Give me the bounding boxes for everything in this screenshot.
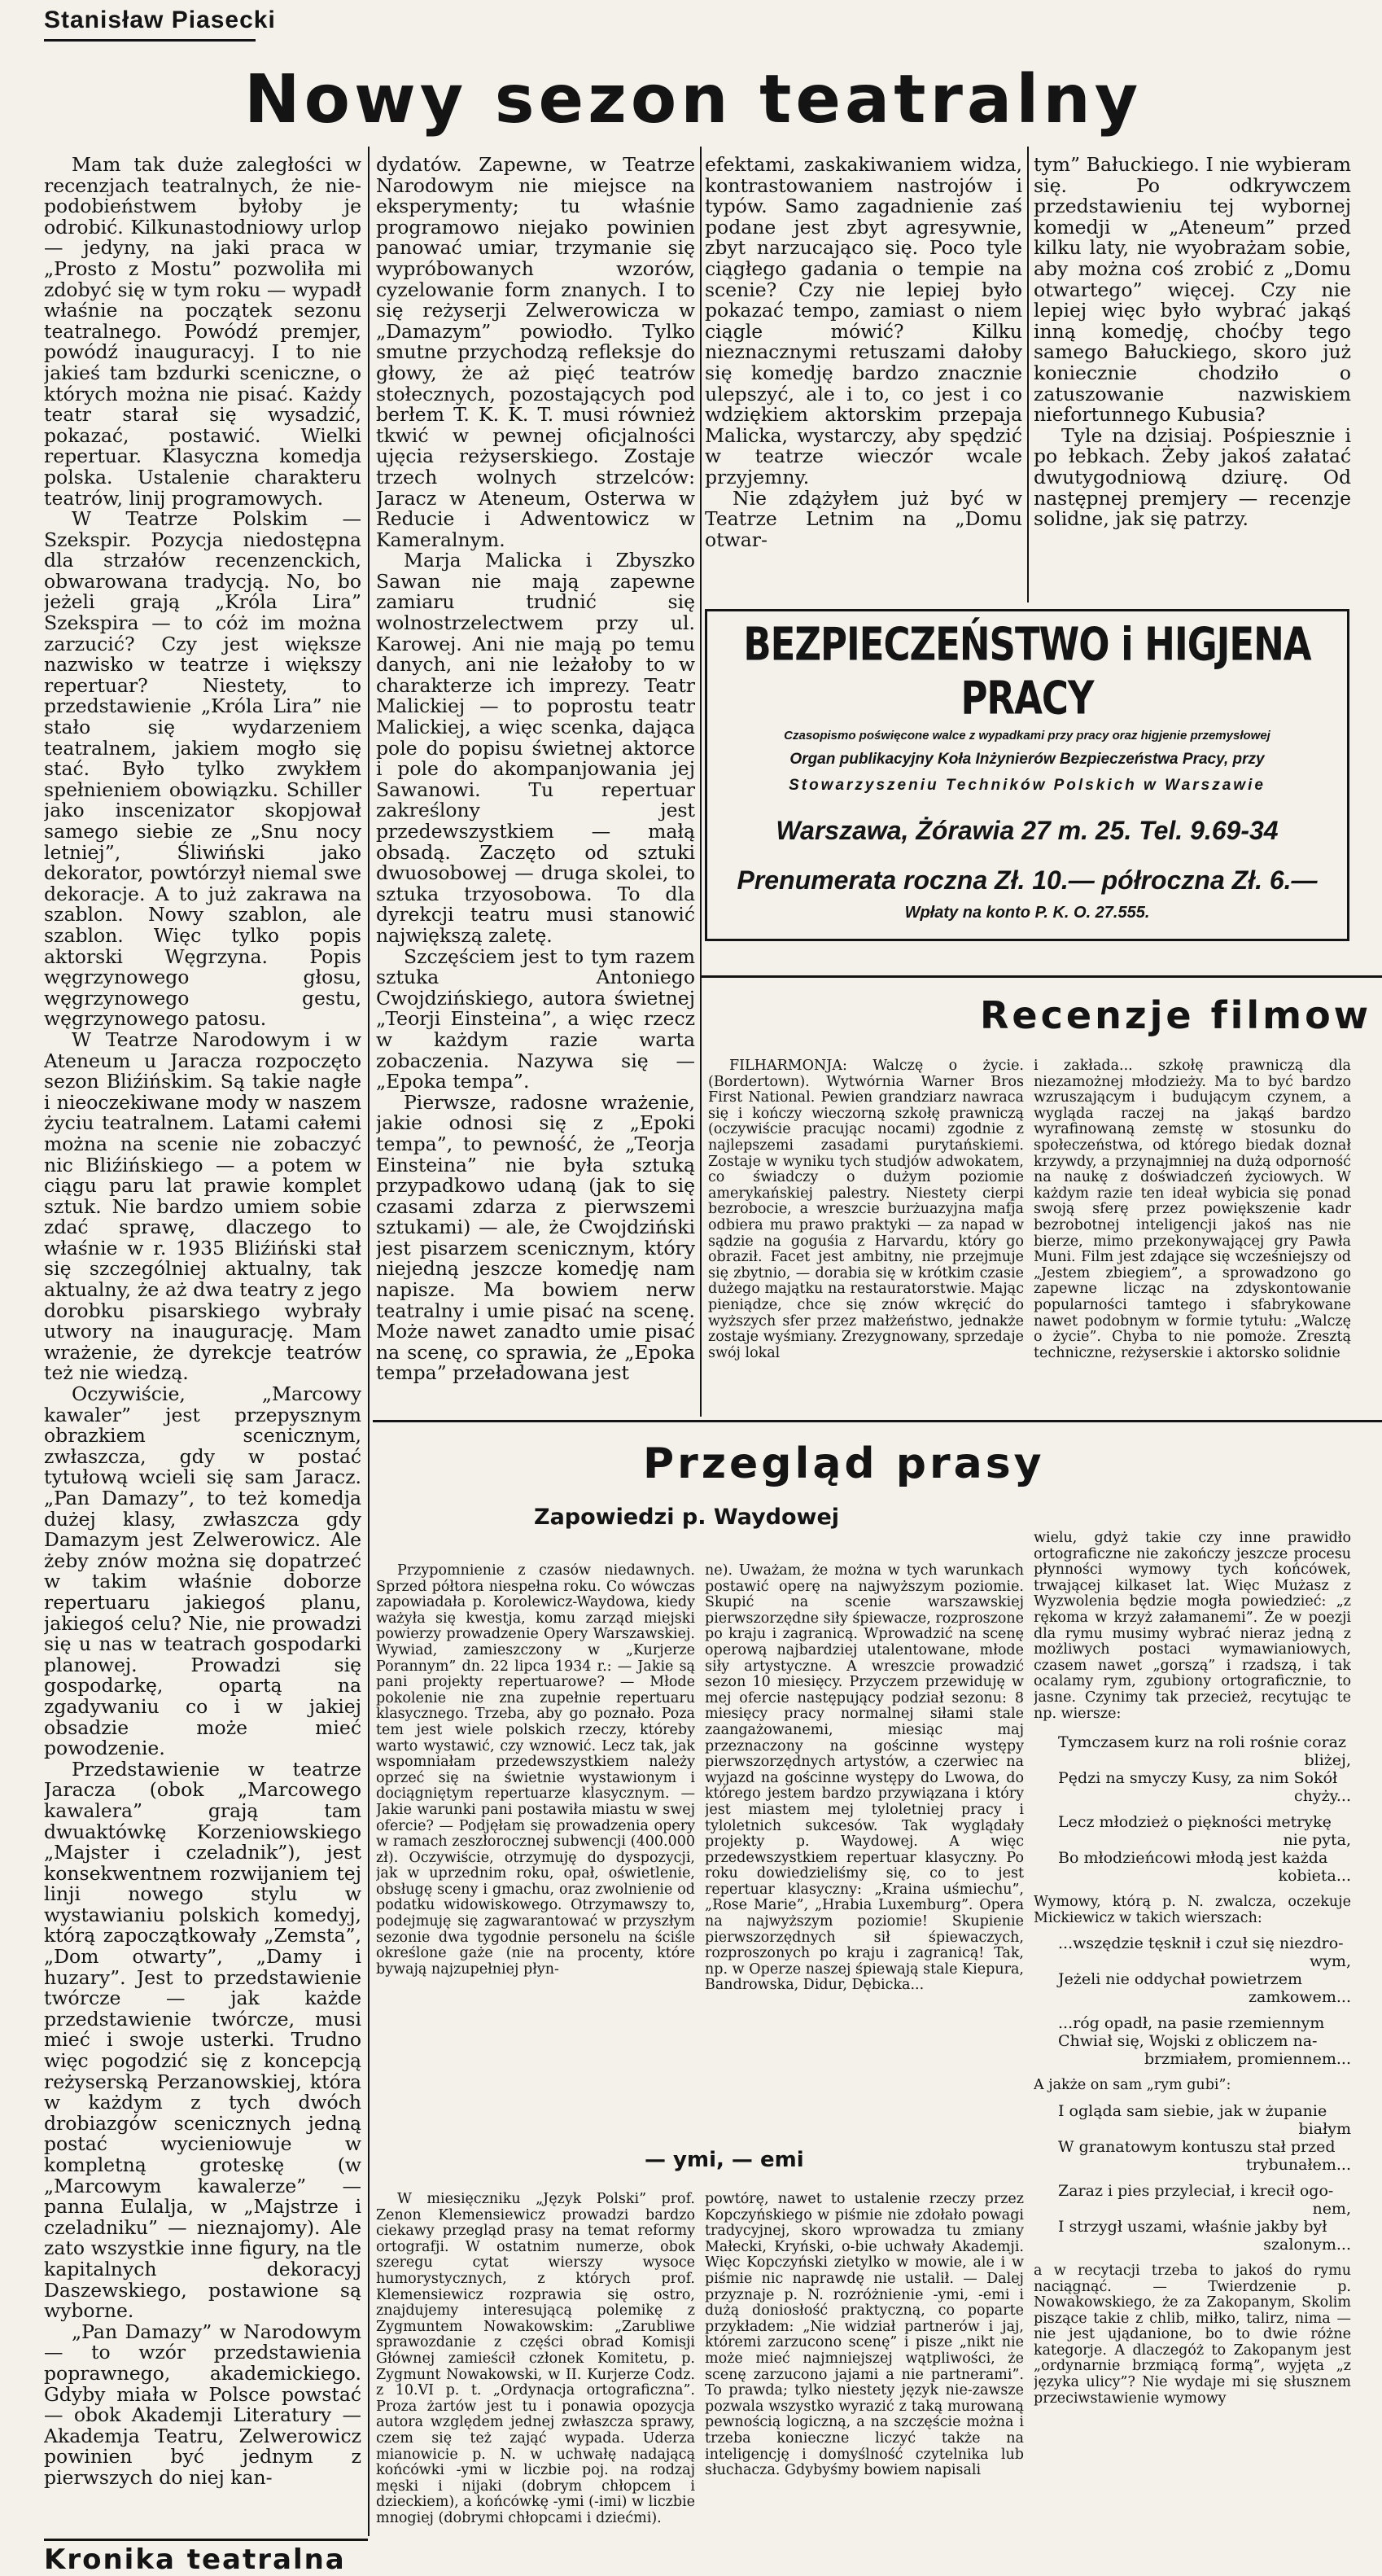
press-column-2: ne). Uważam, że można w tych warunkach postawić operę na najwyższym poziomie. Skupić na scenie warszawskiej pierwszorzędne siły śpiewacze, rozproszone po kraju i zagranicą. Wprowadzić na scenę operową najbardziej utalentowane, młode siły artystyczne. A wreszcie prowadzić sezon 10 miesięcy. Przyczem przewiduję w mej ofercie następujący podział sezonu: 8 miesięcy pracy normalnej siłami stale zaangażowanemi, miesiąc maj przeznaczony na gościnne występy pierwszorzędnych artystów, a czerwiec na wyjazd na gościnne występy do Lwowa, do którego jestem bardzo przywiązana i który jest miastem mej tyloletniej pracy i tyloletnich sukcesów. Tak wyglądały projekty p. Waydowej. A więc przedewszystkiem repertuar klasyczny. Po roku dowiedzieliśmy się, co to jest repertuar klasyczny: „Kraina uśmiechu”, „Rose Marie”, „Hrabia Luxemburg”. Opera na najwyższym poziomie! Skupienie pierwszorzędnych sił śpiewaczych, rozproszonych po kraju i zagranicą! Tak, np. w Operze naszej śpiewają stale Kiepura, Bandrowska, Didur, Dębicka...	[705, 1563, 1024, 1994]
article-column-3	[705, 155, 1022, 594]
poem-quote-1	[1034, 1733, 1351, 1885]
ad-address: Warszawa, Żórawia 27 m. 25. Tel. 9.69-34	[776, 816, 1279, 845]
poem-line: bliżej,	[1304, 1751, 1351, 1770]
article-column-4	[1034, 155, 1351, 594]
press-review-title: Przegląd prasy	[643, 1439, 1045, 1488]
paragraph: W Teatrze Narodowym i w Ateneum u Jaracza rozpoczęto sezon Bliźińskim. Są takie nagłe i nieoczekiwane mody w naszem życiu teatralnem. Latami całemi można na scenie nie zobaczyć nic Bliźińskiego — a potem w ciągu paru lat prawie komplet sztuk. Nie bardzo umiem sobie zdać sprawę, dlaczego to właśnie w r. 1935 Bliźiński stał się szczególniej aktualny, tak aktualny, że aż dwa teatry z jego dorobku pisarskiego wybrały utwory na inaugurację. Mam wrażenie, że dyrekcje teatrów też nie wiedzą.	[44, 1027, 361, 1385]
advertisement-box	[705, 609, 1349, 941]
article-column-2	[376, 155, 695, 1413]
poem-line: trybunałem...	[1246, 2155, 1351, 2174]
paragraph: Mam tak duże zaległości w recenzjach teatralnych, że nie-podobieństwem byłoby je odrobić. Kilkunastodniowy urlop — jedyny, na jaki praca w „Prosto z Mostu” pozwoliła mi zdobyć się w tym roku — wypadł właśnie na początek sezonu teatralnego. Powódź premjer, powódź inauguracyj. I to nie jakieś tam bzdurki sceniczne, o których można nie pisać. Każdy teatr starał się wysadzić, pokazać, postawić. Wielki repertuar. Klasyczna komedja polska. Ustalenie charakteru teatrów, linij programowych.	[44, 155, 361, 510]
poem-line: nie pyta,	[1283, 1831, 1351, 1850]
paragraph: wielu, gdyż takie czy inne prawidło ortograficzne nie zakończy jeszcze procesu płynności wymowy tych końcówek, trwającej kilkaset lat. Więc Mużasz z Wyzwolenia będzie mogła powiedzieć: „z rękoma w krzyż załamanemi”. Że w poezji dla rymu musimy wybrać nieraz jedną z możliwych postaci wymawianiowych, czasem nawet „gorszą” i rzadszą, i tak ocalamy rym, zgubiony ortograficznie, to jasne. Czynimy tak przecież, recytując te np. wiersze:	[1034, 1531, 1351, 1722]
paragraph: dydatów. Zapewne, w Teatrze Narodowym nie miejsce na eksperymenty; tu właśnie programowo niejako powinien panować umiar, trzymanie się wypróbowanych wzorów, cyzelowanie form znanych. I to się reżyserji Zelwerowicza w „Damazym” powiodło. Tylko smutne przychodzą refleksje do głowy, że aż pięć teatrów stołecznych, pozostających pod berłem T. K. K. T. musi również tkwić w pewnej oficjalności ujęcia reżyserskiego. Zostaje trzech wolnych strzelców: Jaracz w Ateneum, Osterwa w Reducie i Adwentowicz w Kameralnym.	[376, 155, 695, 551]
paragraph: „Pan Damazy” w Narodowym — to wzór przedstawienia poprawnego, akademickiego. Gdyby miała w Polsce powstać — obok Akademji Literatury — Akademja Teatru, Zelwerowicz powinien być jednym z pierwszych do niej kan-	[44, 2320, 361, 2489]
ad-organ: Organ publikacyjny Koła Inżynierów Bezpieczeństwa Pracy, przy	[789, 751, 1265, 768]
film-review-column-1: FILHARMONJA: Walczę o życie. (Bordertown). Wytwórnia Warner Bros First National. Pewien grandziarz nawraca się i kończy wieczorną szkołę prawniczą (oczywiście pracując nocami) zgodnie z najlepszemi zasadami purytańskiemi. Zostaje w wyniku tych studjów adwokatem, co świadczy o dużym poziomie amerykańskiej palestry. Niestety cierpi bezrobocie, a wreszcie burżuazyjna mafja odbiera mu prawo praktyki — za napad w sądzie na goguśia z Harvardu, który go obraził. Facet jest ambitny, nie przejmuje się zbytnio, — dorabia się w krótkim czasie dużego majątku na restauratorstwie. Mając pieniądze, chce się znów wkręcić do wyższych sfer przez małżeństwo, jednakże zostaje wyśmiany. Zrezygnowany, sprzedaje swój lokal	[708, 1058, 1024, 1361]
ad-description: Czasopismo poświęcone walce z wypadkami przy pracy oraz higjenie przemysłowej	[784, 729, 1270, 743]
poem-line: kobieta...	[1278, 1867, 1351, 1886]
poem-line: I ogląda sam siebie, jak w żupanie	[1058, 2101, 1327, 2120]
poem-line: ...wszędzie tęsknił i czuł się niezdro-	[1058, 1934, 1344, 1953]
ad-subscription: Prenumerata roczna Zł. 10.— półroczna Zł. 6.—	[737, 865, 1318, 895]
poem-line: ...róg opadł, na pasie rzemiennym	[1058, 2014, 1325, 2033]
poem-line: Bo młodzieńcowi młodą jest każda	[1058, 1849, 1328, 1868]
ymi-column-2: powtórę, nawet to ustalenie rzeczy przez Kopczyńskiego w piśmie nie zdołało powagi tradycyjnej, skoro wprowadza tu zmiany Małecki, Kryński, o-bie uchwały Akademji. Więc Kopczyński zietylko w mowie, ale i w piśmie nic naprawdę nie ustalił. — Dalej przyznaje p. N. rozróżnienie -ymi, -emi i dużą doniosłość praktyczną, co poparte przykładem: „Nie widział partnerów i jaj, któremi zarzucono scenę” i pisze „nikt nie może mieć najmniejszej wątpliwości, że scenę zarzucono jajami a nie partnerami”. To prawda; tylko niestety język nie-zawsze pozwala wszystko wyrazić z taką murowaną pewnością logiczną, a na szczęście można i trzeba konieczne liczyć także na inteligencję i domyślność czytelnika lub słuchacza. Gdybyśmy bowiem napisali	[705, 2192, 1024, 2479]
poem-quote-3	[1034, 2102, 1351, 2254]
film-review-column-2: i zakłada... szkołę prawniczą dla niezamożnej młodzieży. Ma to być bardzo wzruszającym i budującym czynem, a wygląda raczej na jakąś bardzo wyrafinowaną zemstę w stosunku do społeczeństwa, od którego biedak doznał krzywdy, a przynajmniej na dużą odporność na naukę z doświadczeń życiowych. W każdym razie ten ideał wybicia się ponad swoją sferę przez powiększenie kadr bezrobotnej inteligencji jakoś nas nie bierze, mimo przekonywającej gry Pawła Muni. Film jest zdające się wcześniejszy od „Jestem zbiegiem”, a sprowadzono go zapewne licząc na zdyskontowanie popularności tamtego i sfabrykowane nawet podobnym w formie tytułu: „Walczę o życie”. Chyba to nie pomoże. Zresztą techniczne, reżyserskie i aktorsko solidnie	[1034, 1058, 1351, 1361]
paragraph: W Teatrze Polskim — Szekspir. Pozycja niedostępna dla strzałów recenzenckich, obwarowana tradycją. No, bo jeżeli grają „Króla Lira” Szekspira — to cóż im można zarzucić? Czy jest większe nazwisko w teatrze i większy repertuar? Niestety, to przedstawienie „Króla Lira” nie stało się wydarzeniem teatralnem, jakiem mogło się stać. Było tylko zwykłem spełnieniem obowiązku. Schiller jako inscenizator skopjował samego siebie ze „Snu nocy letniej”, Śliwiński jako dekorator, powtórzył niemal swe dekoracje. A to już zakrawa na szablon. Nowy szablon, ale szablon. Więc tylko popis aktorski Węgrzyna. Popis węgrzynowego głosu, węgrzynowego gestu, węgrzynowego patosu.	[44, 507, 361, 1031]
poem-line: zamkowem...	[1249, 1988, 1351, 2007]
poem-line: Jeżeli nie oddychał powietrzem	[1058, 1970, 1302, 1989]
press-column-1: Przypomnienie z czasów niedawnych. Sprzed półtora niespełna roku. Co wówczas zapowiadała p. Korolewicz-Waydowa, kiedy ważyła się kwestja, komu zarząd miejski powierzy prowadzenie Opery Warszawskiej. Wywiad, zamieszczony w „Kurjerze Porannym” dn. 22 lipca 1934 r.: — Jakie są pani projekty repertuarowe? — Młode pokolenie nie zna zupełnie repertuaru klasycznego. Trzeba, aby go poznało. Poza tem jest wiele polskich rzeczy, któreby warto wystawić, czy wznowić. Lecz tak, jak wspomniałam przedewszystkiem należy oprzeć się na świetnie wystawionym i dociągniętym repertuarze klasycznym. — Jakie warunki pani postawiła miastu w swej ofercie? — Podjęłam się prowadzenia opery w ramach zeszłorocznej subwencji (400.000 zł). Oczywiście, otrzymuję do dyspozycji, jak w uprzednim roku, opał, oświetlenie, obsługę sceny i gmachu, oraz zwolnienie od podatku widowiskowego. Otrzymawszy to, podejmuję się zagwarantować w przyszłym sezonie dwa tygodnie personelu na ściśle określone gaże (nie na procenty, które bywają najzupełniej płyn-	[376, 1563, 695, 1978]
next-article-title: Kronika teatralna	[44, 2543, 346, 2576]
paragraph: efektami, zaskakiwaniem widza, kontrastowaniem nastrojów i typów. Samo zagadnienie zaś podane jest zbyt agresywnie, zbyt narzucająco się. Poco tyle ciągłego gadania o tempie na scenie? Czy nie lepiej było pokazać tempo, zamiast o niem ciągle mówić? Kilku nieznacznymi retuszami dałoby się komedję bardzo znacznie ulepszyć, ale i to, co jest i co wdziękiem aktorskim przepaja Malicka, wystarczy, aby spędzić w teatrze wieczór wcale przyjemny.	[705, 155, 1022, 488]
column-rule	[700, 147, 702, 1417]
byline-rule	[44, 39, 256, 42]
column-rule	[368, 147, 370, 2536]
poem-line: wym,	[1309, 1952, 1351, 1971]
poem-line: Chwiał się, Wojski z obliczem na-	[1058, 2032, 1318, 2051]
poem-line: I strzygł uszami, właśnie jakby był	[1058, 2217, 1327, 2236]
press-column-3	[1034, 1531, 1351, 2532]
author-byline: Stanisław Piasecki	[44, 7, 276, 33]
poem-line: brzmiałem, promiennem...	[1144, 2050, 1351, 2069]
column-rule	[1027, 147, 1029, 602]
paragraph: Tyle na dzisiaj. Pośpiesznie i po łebkach. Żeby jakoś załatać dwutygodniową dziurę. Od następnej premjery — recenzje solidne, jak się patrzy.	[1034, 423, 1351, 531]
paragraph: tym” Bałuckiego. I nie wybieram się. Po odkrywczem przedstawieniu tej wybornej komedji w „Ateneum” przed kilku laty, nie wyobrażam sobie, aby można coś zrobić z „Domu otwartego” więcej. Czy nie lepiej więc było wybrać jakąś inną komedję, choćby tego samego Bałuckiego, skoro już koniecznie chodziło o zatuszowanie nazwiskiem niefortunnego Kubusia?	[1034, 155, 1351, 427]
paragraph: Wymowy, którą p. N. zwalcza, oczekuje Mickiewicz w takich wierszach:	[1034, 1894, 1351, 1926]
paragraph: Szczęściem jest to tym razem sztuka Antoniego Cwojdzińskiego, autora świetnej „Teorji Einsteina”, a więc rzecz w każdym razie warta zobaczenia. Nazywa się — „Epoka tempa”.	[376, 944, 695, 1093]
press-review-subtitle: Zapowiedzi p. Waydowej	[534, 1505, 840, 1530]
film-reviews-title: Recenzje filmow	[980, 993, 1372, 1037]
article-column-1	[44, 155, 361, 2528]
poem-line: Tymczasem kurz na roli rośnie coraz	[1058, 1733, 1347, 1752]
section-rule	[702, 975, 1382, 978]
poem-line: W granatowym kontuszu stał przed	[1058, 2137, 1336, 2156]
section-rule	[44, 2539, 368, 2541]
paragraph: Marja Malicka i Zbyszko Sawan nie mają zapewne zamiaru trudnić się wolnostrzelectwem przy ul. Karowej. Ani nie mają po temu danych, ani nie leżałoby to w charakterze ich imprezy. Teatr Malickiej — to poprostu teatr Malickiej, a więc scenka, dająca pole do popisu świetnej aktorce i pole do akompanjowania jej Sawanowi. Tu repertuar zakreślony jest przedewszystkiem — małą obsadą. Zaczęto od sztuki dwuosobowej — druga skolei, to sztuka trzyosobowa. To dla dyrekcji teatru musi stanowić największą zaletę.	[376, 549, 695, 947]
paragraph: Pierwsze, radosne wrażenie, jakie odnosi się z „Epoki tempa”, to pewność, że „Teorja Einsteina” nie była sztuką przypadkowo udaną (jak to się czasami zdarza z pierwszemi sztukami) — ale, że Cwojdziński jest pisarzem scenicznym, który niejedną jeszcze komedję nam napisze. Ma bowiem nerw teatralny i umie pisać na scenę. Może nawet zanadto umie pisać na scenę, co sprawia, że „Epoka tempa” przeładowana jest	[376, 1090, 695, 1385]
paragraph: Nie zdążyłem już być w Teatrze Letnim na „Domu otwar-	[705, 486, 1022, 551]
ymi-emi-title: — ymi, — emi	[645, 2148, 804, 2172]
section-rule	[373, 1420, 1382, 1422]
ad-payment: Wpłaty na konto P. K. O. 27.555.	[904, 904, 1150, 922]
ad-title: BEZPIECZEŃSTWO i HIGJENA PRACY	[743, 616, 1311, 725]
poem-quote-2	[1034, 1934, 1351, 2068]
poem-line: białym	[1298, 2119, 1351, 2138]
paragraph: Oczywiście, „Marcowy kawaler” jest przepysznym obrazkiem scenicznym, zwłaszcza, gdy w postać tytułową wcieli się sam Jaracz. „Pan Damazy”, to też komedja dużej klasy, zwłaszcza gdy Damazym jest Zelwerowicz. Ale żeby znów można się dopatrzeć w takim właśnie doborze repertuaru jakiegoś planu, jakiegoś celu? Nie, nie prowadzi się u nas w teatrach gospodarki planowej. Prowadzi się gospodarkę, opartą na zgadywaniu co i w jakiej obsadzie może mieć powodzenie.	[44, 1382, 361, 1760]
paragraph: A jakże on sam „rym gubi”:	[1034, 2077, 1231, 2094]
poem-line: szalonym...	[1263, 2235, 1351, 2254]
poem-line: chyży...	[1294, 1787, 1351, 1806]
ad-association: Stowarzyszeniu Techników Polskich w Warszawie	[789, 777, 1266, 794]
paragraph: Przedstawienie w teatrze Jaracza (obok „Marcowego kawalera” grają tam dwuaktówkę Korzeniowskiego „Majster i czeladnik”), jest konsekwentnem rozwijaniem tej linji nowego stylu w wystawianiu polskich komedyj, którą zapoczątkowały „Zemsta”, „Dom otwarty”, „Damy i huzary”. Jest to przedstawienie twórcze — jak każde przedstawienie twórcze, musi mieć i swoje usterki. Trudno więc pogodzić się z koncepcją reżyserską Perzanowskiej, która w każdym z tych dwóch drobiazgów scenicznych jedną postać wycieniowuje w kompletną groteskę (w „Marcowym kawalerze” — panna Eulalja, w „Majstrze i czeladniku” — nieznajomy). Ale zato wszystkie inne figury, na tle kapitalnych dekoracyj Daszewskiego, postawione są wyborne.	[44, 1757, 361, 2323]
poem-line: Lecz młodzież o piękności metrykę	[1058, 1813, 1332, 1832]
poem-line: nem,	[1312, 2199, 1351, 2218]
ymi-column-1: W miesięczniku „Język Polski” prof. Zenon Klemensiewicz prowadzi bardzo ciekawy przegląd prasy na temat reformy ortografji. W ostatnim numerze, obok szeregu cytat wierszy wysoce humorystycznych, z których prof. Klemensiewicz rozprawia się ostro, znajdujemy interesującą polemikę z Zygmuntem Nowakowskim: „Zarubliwe sprawozdanie z części obrad Komisji Głównej zamieścił członek Komitetu, p. Zygmunt Nowakowski, w II. Kurjerze Codz. z 10.VI p. t. „Ordynacja ortograficzna”. Proza żartów jest tu i ponawia opozycja autora względem jednej zwłaszcza sprawy, czem się też zająć wypada. Uderza mianowicie p. N. w uchwałę nadającą końcówki -ymi w liczbie poj. na rodzaj męski i nijaki (dobrym chłopcem i dzieckiem), a końcówkę -ymi (-imi) w liczbie mnogiej (dobrymi chłopcami i dziećmi).	[376, 2192, 695, 2526]
poem-line: Pędzi na smyczy Kusy, za nim Sokół	[1058, 1769, 1338, 1788]
poem-line: Zaraz i pies przyleciał, i krecił ogo-	[1058, 2181, 1334, 2200]
article-headline: Nowy sezon teatralny	[244, 61, 1143, 138]
paragraph: a w recytacji trzeba to jakoś do rymu naciągnąć. — Twierdzenie p. Nowakowskiego, że za Zakopanym, Skolim piszące takie z chlib, miłko, talirz, nima — nie jest ujądanione, bo to dwie różne kategorje. A dlaczegóż to Zakopanym jest „ordynarnie brzmiącą formą”, wyjęta „z języka ulicy”? Nie wydaje mi się słusznem przeciwstawienie wymowy	[1034, 2262, 1351, 2407]
